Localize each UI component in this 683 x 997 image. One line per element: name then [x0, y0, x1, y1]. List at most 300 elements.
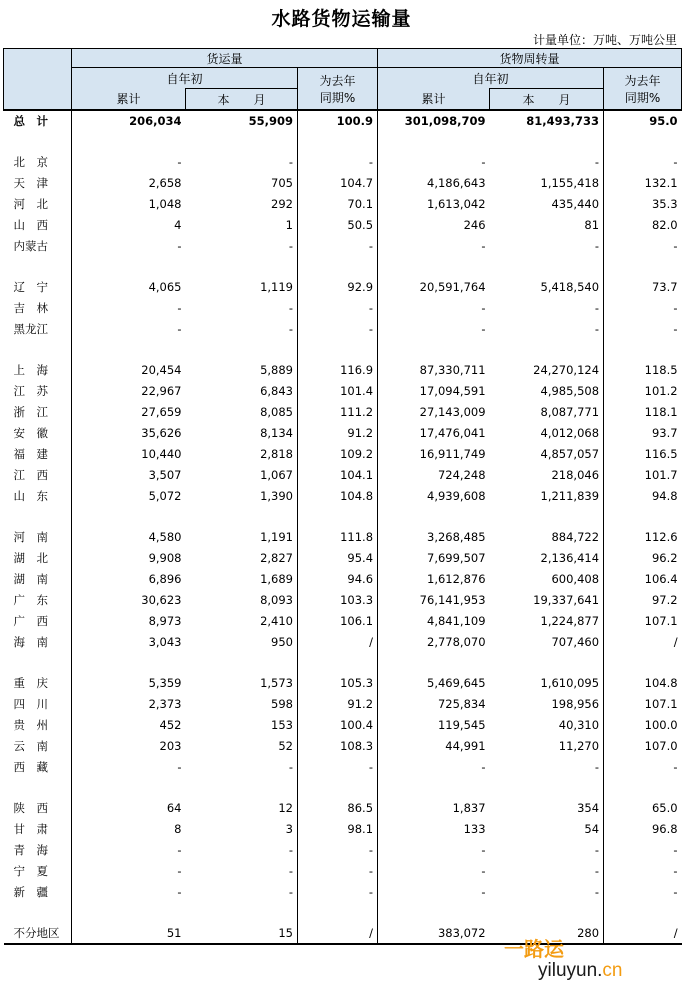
table-row	[4, 526, 682, 547]
cell-value: 132.1	[644, 175, 678, 190]
cell-value: -	[673, 863, 678, 878]
cell-value: 3,268,485	[427, 529, 486, 544]
cell-value	[186, 131, 298, 151]
cell-value: 600,408	[490, 568, 604, 589]
cell-value: -	[481, 759, 486, 774]
cell-value: -	[481, 842, 486, 857]
region-name	[4, 902, 72, 922]
cell-value: 1,573	[186, 672, 298, 693]
cell-value: -	[177, 759, 182, 774]
region-name: 湖 北	[4, 547, 72, 568]
unit-note: 计量单位：万吨、万吨公里	[532, 33, 677, 47]
region-name: 安 徽	[4, 422, 72, 443]
watermark-url	[538, 960, 623, 982]
cell-value: 16,911,749	[419, 446, 486, 461]
cell-value: 198,956	[490, 693, 604, 714]
region-name: 北 京	[4, 151, 72, 172]
cell-value	[490, 652, 604, 672]
cell-value	[298, 777, 378, 797]
header-turnover-month: 本 月	[490, 89, 604, 111]
watermark-url-tld: cn	[602, 960, 623, 981]
cell-value: 20,454	[141, 362, 182, 377]
page-title: 水路货物运输量	[271, 8, 412, 30]
cell-value: 54	[490, 818, 604, 839]
cell-value: 1,390	[186, 485, 298, 506]
cell-value: -	[490, 151, 604, 172]
cell-value	[490, 256, 604, 276]
spacer-row	[4, 777, 682, 797]
cell-value	[604, 339, 682, 359]
cell-value	[604, 652, 682, 672]
cell-value	[604, 902, 682, 922]
cell-value: -	[186, 881, 298, 902]
cell-value: 51	[72, 922, 186, 944]
table-body	[4, 110, 682, 944]
cell-value: 724,248	[437, 467, 486, 482]
cell-value: 91.2	[298, 422, 378, 443]
region-name: 河 南	[4, 526, 72, 547]
cell-value: 2,818	[186, 443, 298, 464]
cell-value: 4,012,068	[490, 422, 604, 443]
cell-value	[378, 131, 490, 151]
cell-value: -	[490, 860, 604, 881]
region-name: 黑龙江	[4, 318, 72, 339]
cell-value: 707,460	[490, 631, 604, 652]
spacer-row	[4, 652, 682, 672]
cell-value: 5,469,645	[427, 675, 486, 690]
cell-value	[490, 131, 604, 151]
table-row	[4, 172, 682, 193]
cell-value: -	[298, 756, 378, 777]
cell-value: 100.4	[298, 714, 378, 735]
cell-value: -	[673, 238, 678, 253]
cell-value: 3	[186, 818, 298, 839]
cell-value: 104.1	[298, 464, 378, 485]
cell-value: 705	[186, 172, 298, 193]
cell-value: 98.1	[298, 818, 378, 839]
cell-value: -	[673, 842, 678, 857]
cell-value: 218,046	[490, 464, 604, 485]
table-row	[4, 318, 682, 339]
cell-value: 950	[186, 631, 298, 652]
cell-value: 108.3	[298, 735, 378, 756]
cell-value: /	[673, 634, 678, 649]
header-turnover-ytd-top: 自年初	[378, 68, 604, 89]
cell-value: 119,545	[437, 717, 486, 732]
header-freight-ytd: 累计	[72, 89, 186, 111]
cell-value: 3,043	[148, 634, 182, 649]
region-name: 内蒙古	[4, 235, 72, 256]
cell-value	[378, 506, 490, 526]
spacer-row	[4, 131, 682, 151]
freight-table	[3, 48, 682, 945]
cell-value: 1	[186, 214, 298, 235]
cell-value: -	[481, 863, 486, 878]
cell-value: 40,310	[490, 714, 604, 735]
region-name	[4, 777, 72, 797]
cell-value: 35.3	[651, 196, 678, 211]
cell-value: -	[490, 297, 604, 318]
cell-value: -	[490, 318, 604, 339]
cell-value	[298, 131, 378, 151]
cell-value: 7,699,507	[427, 550, 486, 565]
table-row	[4, 235, 682, 256]
cell-value: 86.5	[298, 797, 378, 818]
table-row	[4, 922, 682, 944]
region-name: 陕 西	[4, 797, 72, 818]
region-name: 海 南	[4, 631, 72, 652]
table-row	[4, 151, 682, 172]
table-row	[4, 276, 682, 297]
cell-value	[72, 131, 186, 151]
cell-value: 4	[174, 217, 182, 232]
cell-value: 5,889	[186, 359, 298, 380]
cell-value: 17,476,041	[419, 425, 486, 440]
cell-value: 4,939,608	[427, 488, 486, 503]
cell-value: -	[673, 759, 678, 774]
region-name: 广 东	[4, 589, 72, 610]
region-name: 浙 江	[4, 401, 72, 422]
cell-value: 2,778,070	[427, 634, 486, 649]
cell-value	[72, 339, 186, 359]
region-name: 河 北	[4, 193, 72, 214]
cell-value: 111.2	[298, 401, 378, 422]
cell-value	[186, 652, 298, 672]
region-name: 湖 南	[4, 568, 72, 589]
region-name: 重 庆	[4, 672, 72, 693]
cell-value: -	[481, 300, 486, 315]
cell-value: 12	[186, 797, 298, 818]
table-row	[4, 485, 682, 506]
cell-value	[604, 131, 682, 151]
cell-value: -	[481, 321, 486, 336]
table-row	[4, 839, 682, 860]
cell-value	[490, 506, 604, 526]
cell-value: 73.7	[651, 279, 678, 294]
cell-value: 4,985,508	[490, 380, 604, 401]
cell-value: 2,658	[148, 175, 182, 190]
cell-value: 82.0	[651, 217, 678, 232]
cell-value: 50.5	[298, 214, 378, 235]
cell-value: -	[481, 238, 486, 253]
cell-value: 1,837	[452, 800, 486, 815]
cell-value: -	[177, 321, 182, 336]
table-row	[4, 672, 682, 693]
cell-value	[298, 256, 378, 276]
cell-value: -	[481, 884, 486, 899]
region-name: 西 藏	[4, 756, 72, 777]
table-row	[4, 610, 682, 631]
spacer-row	[4, 506, 682, 526]
cell-value: 106.4	[644, 571, 678, 586]
cell-value: 1,224,877	[490, 610, 604, 631]
cell-value: /	[298, 922, 378, 944]
region-name	[4, 506, 72, 526]
cell-value: 107.0	[644, 738, 678, 753]
cell-value: 118.5	[644, 362, 678, 377]
cell-value: 8,087,771	[490, 401, 604, 422]
region-name: 吉 林	[4, 297, 72, 318]
cell-value: 4,841,109	[427, 613, 486, 628]
cell-value: 2,410	[186, 610, 298, 631]
cell-value: -	[298, 297, 378, 318]
watermark-url-main: yiluyun.	[538, 960, 603, 981]
region-name	[4, 131, 72, 151]
cell-value: 598	[186, 693, 298, 714]
cell-value: 435,440	[490, 193, 604, 214]
cell-value: 97.2	[651, 592, 678, 607]
header-freight-ytd-top: 自年初	[72, 68, 298, 89]
cell-value: 8,134	[186, 422, 298, 443]
cell-value: 105.3	[298, 672, 378, 693]
region-name	[4, 339, 72, 359]
header-freight: 货运量	[72, 49, 378, 68]
cell-value: /	[298, 631, 378, 652]
table-row	[4, 735, 682, 756]
cell-value: 104.8	[298, 485, 378, 506]
region-name: 辽 宁	[4, 276, 72, 297]
cell-value: 64	[166, 800, 182, 815]
cell-value: 107.1	[644, 696, 678, 711]
cell-value	[378, 777, 490, 797]
cell-value: 301,098,709	[378, 110, 490, 131]
cell-value: 8,973	[148, 613, 182, 628]
cell-value	[604, 256, 682, 276]
cell-value: 96.2	[651, 550, 678, 565]
cell-value: /	[604, 922, 682, 944]
cell-value: 111.8	[298, 526, 378, 547]
cell-value: 107.1	[644, 613, 678, 628]
cell-value	[186, 256, 298, 276]
cell-value: 292	[186, 193, 298, 214]
region-name	[4, 652, 72, 672]
cell-value: 106.1	[298, 610, 378, 631]
cell-value	[378, 256, 490, 276]
yoy-top: 为去年	[319, 73, 356, 88]
yoy-bottom: 同期%	[319, 90, 356, 105]
cell-value: -	[490, 839, 604, 860]
cell-value: 354	[490, 797, 604, 818]
cell-value: 118.1	[644, 404, 678, 419]
cell-value: 116.5	[644, 446, 678, 461]
table-row	[4, 797, 682, 818]
cell-value: -	[177, 238, 182, 253]
cell-value: 5,072	[148, 488, 182, 503]
cell-value: 8	[174, 821, 182, 836]
cell-value	[378, 339, 490, 359]
table-row	[4, 380, 682, 401]
cell-value: 2,827	[186, 547, 298, 568]
table-row	[4, 422, 682, 443]
spacer-row	[4, 256, 682, 276]
table-row	[4, 193, 682, 214]
cell-value	[490, 777, 604, 797]
cell-value: 76,141,953	[419, 592, 486, 607]
cell-value: 452	[159, 717, 182, 732]
cell-value	[378, 902, 490, 922]
cell-value: 101.4	[298, 380, 378, 401]
cell-value: 44,991	[445, 738, 486, 753]
cell-value: -	[490, 756, 604, 777]
cell-value: -	[298, 318, 378, 339]
table-row	[4, 589, 682, 610]
cell-value: -	[177, 154, 182, 169]
cell-value: 5,359	[148, 675, 182, 690]
cell-value: 101.2	[644, 383, 678, 398]
cell-value: 19,337,641	[490, 589, 604, 610]
cell-value: 1,067	[186, 464, 298, 485]
table-row	[4, 860, 682, 881]
cell-value	[604, 777, 682, 797]
cell-value: 35,626	[141, 425, 182, 440]
table-row	[4, 359, 682, 380]
cell-value: -	[186, 235, 298, 256]
cell-value: 3,507	[148, 467, 182, 482]
region-name: 四 川	[4, 693, 72, 714]
cell-value: -	[298, 839, 378, 860]
watermark-logo: 一路运	[504, 937, 564, 961]
cell-value	[72, 256, 186, 276]
cell-value	[604, 506, 682, 526]
cell-value: 81	[490, 214, 604, 235]
cell-value: 2,373	[148, 696, 182, 711]
table-row	[4, 714, 682, 735]
cell-value: 112.6	[644, 529, 678, 544]
cell-value: 101.7	[644, 467, 678, 482]
table-row	[4, 881, 682, 902]
cell-value	[72, 506, 186, 526]
cell-value: 100.0	[644, 717, 678, 732]
cell-value: -	[186, 297, 298, 318]
region-name: 上 海	[4, 359, 72, 380]
cell-value: 52	[186, 735, 298, 756]
cell-value: -	[298, 881, 378, 902]
cell-value: -	[481, 154, 486, 169]
cell-value: -	[177, 842, 182, 857]
header-turnover: 货物周转量	[378, 49, 682, 68]
yoy-top: 为去年	[624, 73, 661, 88]
cell-value: 8,085	[186, 401, 298, 422]
region-name: 江 西	[4, 464, 72, 485]
header-turnover-yoy	[604, 68, 682, 111]
cell-value: 884,722	[490, 526, 604, 547]
table-row	[4, 818, 682, 839]
region-name: 总 计	[4, 110, 72, 131]
cell-value: 104.8	[644, 675, 678, 690]
region-name: 天 津	[4, 172, 72, 193]
region-name: 新 疆	[4, 881, 72, 902]
cell-value: 27,143,009	[419, 404, 486, 419]
cell-value: 6,843	[186, 380, 298, 401]
cell-value: 22,967	[141, 383, 182, 398]
cell-value	[298, 339, 378, 359]
cell-value: 1,211,839	[490, 485, 604, 506]
cell-value: 1,048	[148, 196, 182, 211]
cell-value: 93.7	[651, 425, 678, 440]
yoy-bottom: 同期%	[624, 90, 661, 105]
cell-value: -	[186, 756, 298, 777]
cell-value: -	[490, 235, 604, 256]
cell-value: 17,094,591	[419, 383, 486, 398]
table-row	[4, 401, 682, 422]
cell-value	[490, 339, 604, 359]
cell-value: 1,191	[186, 526, 298, 547]
cell-value	[186, 339, 298, 359]
cell-value: 96.8	[651, 821, 678, 836]
table-row	[4, 214, 682, 235]
region-name: 山 西	[4, 214, 72, 235]
cell-value: -	[298, 235, 378, 256]
cell-value: 1,155,418	[490, 172, 604, 193]
cell-value: 104.7	[298, 172, 378, 193]
cell-value	[186, 777, 298, 797]
table-row	[4, 756, 682, 777]
cell-value: -	[673, 321, 678, 336]
region-name: 甘 肃	[4, 818, 72, 839]
cell-value: 103.3	[298, 589, 378, 610]
cell-value: 95.4	[298, 547, 378, 568]
cell-value: 92.9	[298, 276, 378, 297]
cell-value: 133	[463, 821, 486, 836]
cell-value: 8,093	[186, 589, 298, 610]
header-freight-yoy	[298, 68, 378, 111]
cell-value: 10,440	[141, 446, 182, 461]
cell-value: 203	[159, 738, 182, 753]
table-row	[4, 693, 682, 714]
cell-value: 4,857,057	[490, 443, 604, 464]
spacer-row	[4, 339, 682, 359]
cell-value	[186, 902, 298, 922]
cell-value: 15	[186, 922, 298, 944]
cell-value: 20,591,764	[419, 279, 486, 294]
cell-value	[72, 777, 186, 797]
cell-value: 153	[186, 714, 298, 735]
cell-value: 55,909	[186, 110, 298, 131]
region-name: 江 苏	[4, 380, 72, 401]
cell-value: -	[186, 839, 298, 860]
cell-value: 1,613,042	[427, 196, 486, 211]
table-row	[4, 297, 682, 318]
header-turnover-ytd: 累计	[378, 89, 490, 111]
cell-value: 1,119	[186, 276, 298, 297]
cell-value: 1,610,095	[490, 672, 604, 693]
cell-value: -	[177, 863, 182, 878]
region-name: 宁 夏	[4, 860, 72, 881]
header-freight-month: 本 月	[186, 89, 298, 111]
cell-value: -	[490, 881, 604, 902]
cell-value: 11,270	[490, 735, 604, 756]
cell-value: 30,623	[141, 592, 182, 607]
cell-value	[490, 902, 604, 922]
table-row	[4, 631, 682, 652]
table-row	[4, 110, 682, 131]
region-name: 贵 州	[4, 714, 72, 735]
cell-value	[298, 652, 378, 672]
cell-value	[298, 506, 378, 526]
cell-value: -	[177, 884, 182, 899]
cell-value	[298, 902, 378, 922]
cell-value	[72, 902, 186, 922]
cell-value: 9,908	[148, 550, 182, 565]
cell-value: 1,689	[186, 568, 298, 589]
cell-value: 383,072	[378, 922, 490, 944]
cell-value: 1,612,876	[427, 571, 486, 586]
region-name: 山 东	[4, 485, 72, 506]
region-name: 云 南	[4, 735, 72, 756]
cell-value: -	[298, 151, 378, 172]
cell-value: 95.0	[604, 110, 682, 131]
cell-value: 5,418,540	[490, 276, 604, 297]
